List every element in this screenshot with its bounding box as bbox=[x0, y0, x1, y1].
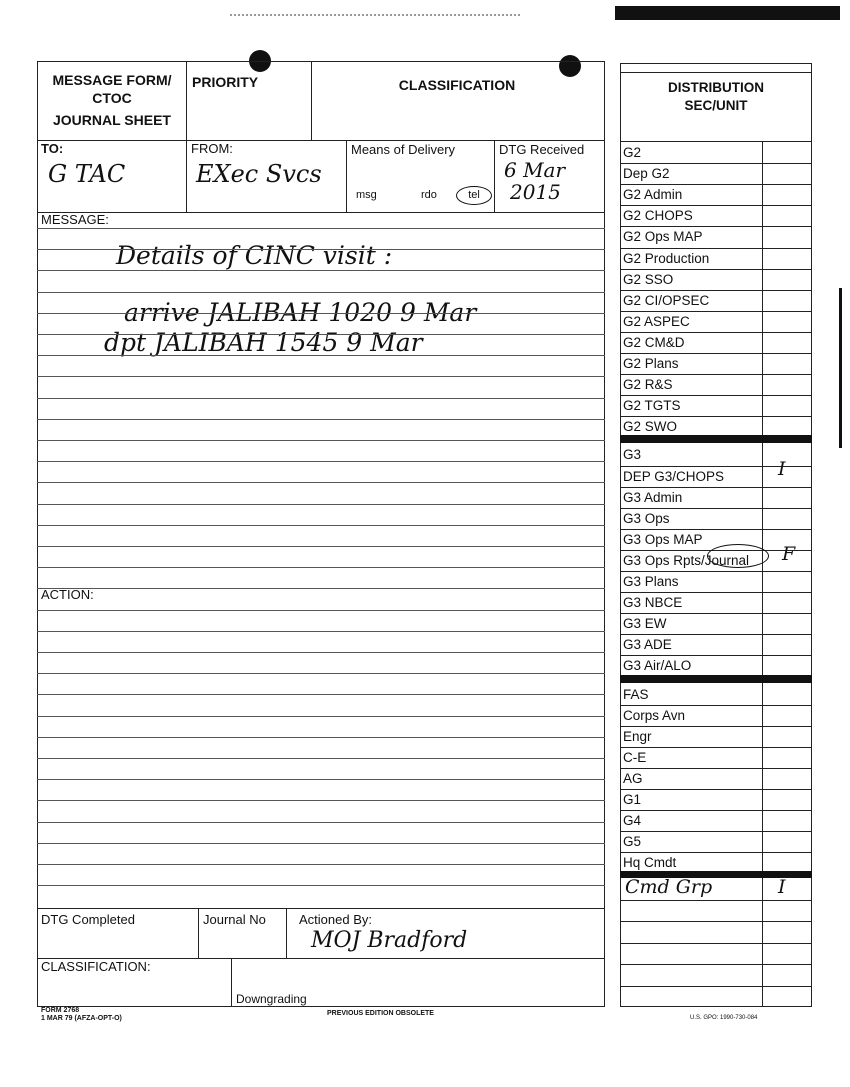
ruled-line bbox=[37, 567, 605, 568]
ruled-line bbox=[37, 546, 605, 547]
means-of-delivery-label: Means of Delivery bbox=[351, 142, 456, 157]
dist-row-dep-g2[interactable]: Dep G2 bbox=[623, 166, 670, 181]
journal-no-label: Journal No bbox=[203, 912, 266, 927]
dist-row-g3-nbce[interactable]: G3 NBCE bbox=[623, 595, 683, 610]
footer-classification-label: CLASSIFICATION: bbox=[41, 959, 151, 974]
message-line-3[interactable]: dpt JALIBAH 1545 9 Mar bbox=[104, 328, 423, 357]
dist-row-hq-cmdt[interactable]: Hq Cmdt bbox=[623, 855, 677, 870]
to-label: TO: bbox=[41, 141, 64, 156]
ruled-line bbox=[37, 631, 605, 632]
from-label: FROM: bbox=[191, 141, 233, 156]
dist-row-dep-g3-chops[interactable]: DEP G3/CHOPS bbox=[623, 469, 725, 484]
ruled-line bbox=[37, 376, 605, 377]
ruled-line bbox=[37, 334, 605, 335]
dist-row-g2-aspec[interactable]: G2 ASPEC bbox=[623, 314, 690, 329]
ruled-line bbox=[37, 313, 605, 314]
dist-row-g5[interactable]: G5 bbox=[623, 834, 642, 849]
dist-row-g2-cm-d[interactable]: G2 CM&D bbox=[623, 335, 685, 350]
dtg-received-label: DTG Received bbox=[499, 142, 585, 157]
from-value[interactable]: EXec Svcs bbox=[196, 160, 322, 188]
ruled-line bbox=[37, 461, 605, 462]
ruled-line bbox=[37, 228, 605, 229]
message-label: MESSAGE: bbox=[41, 212, 109, 227]
scan-mark-right bbox=[839, 288, 842, 448]
dtg-received-time[interactable]: 2015 bbox=[510, 180, 561, 204]
action-label: ACTION: bbox=[41, 587, 94, 602]
dist-row-g2[interactable]: G2 bbox=[623, 145, 642, 160]
mark-dep-g3-chops[interactable]: I bbox=[778, 458, 786, 480]
dtg-completed-label: DTG Completed bbox=[41, 912, 135, 927]
ruled-line bbox=[37, 398, 605, 399]
form-title: MESSAGE FORM/ CTOC JOURNAL SHEET bbox=[52, 72, 172, 128]
dist-row-g3-ops[interactable]: G3 Ops bbox=[623, 511, 670, 526]
ruled-line bbox=[37, 779, 605, 780]
actioned-by-signature[interactable]: MOJ Bradford bbox=[311, 928, 468, 953]
dist-row-g3-ops-rpts-journal[interactable]: G3 Ops Rpts/Journal bbox=[623, 553, 750, 568]
dist-row-g2-ops-map[interactable]: G2 Ops MAP bbox=[623, 229, 703, 244]
means-tel-circled[interactable]: tel bbox=[456, 186, 492, 205]
actioned-by-label: Actioned By: bbox=[299, 912, 372, 927]
journal-circle-mark bbox=[707, 544, 769, 568]
classification-label: CLASSIFICATION bbox=[398, 77, 516, 93]
ruled-line bbox=[37, 758, 605, 759]
ruled-line bbox=[37, 292, 605, 293]
ruled-line bbox=[37, 355, 605, 356]
ruled-line bbox=[37, 694, 605, 695]
downgrading-label: Downgrading bbox=[236, 992, 307, 1006]
ruled-line bbox=[37, 864, 605, 865]
ruled-line bbox=[37, 419, 605, 420]
ruled-line bbox=[37, 885, 605, 886]
dist-row-g1[interactable]: G1 bbox=[623, 792, 642, 807]
message-line-2[interactable]: arrive JALIBAH 1020 9 Mar bbox=[124, 298, 477, 327]
dist-row-g2-ci-opsec[interactable]: G2 CI/OPSEC bbox=[623, 293, 710, 308]
distribution-title: DISTRIBUTION SEC/UNIT bbox=[668, 80, 764, 113]
ruled-line bbox=[37, 440, 605, 441]
ruled-line bbox=[37, 716, 605, 717]
ruled-line bbox=[37, 249, 605, 250]
message-line-1[interactable]: Details of CINC visit : bbox=[116, 241, 393, 270]
ruled-line bbox=[37, 843, 605, 844]
ruled-line bbox=[37, 673, 605, 674]
ruled-line bbox=[37, 800, 605, 801]
form-number: FORM 2768 1 MAR 79 (AFZA-OPT-O) bbox=[41, 1007, 122, 1022]
dist-row-c-e[interactable]: C-E bbox=[623, 750, 647, 765]
dist-divider bbox=[620, 435, 812, 443]
ruled-line bbox=[37, 822, 605, 823]
to-value[interactable]: G TAC bbox=[48, 160, 126, 188]
ruled-line bbox=[37, 270, 605, 271]
scan-noise-top bbox=[230, 14, 520, 22]
ruled-line bbox=[37, 652, 605, 653]
dist-row-g3-ops-map[interactable]: G3 Ops MAP bbox=[623, 532, 703, 547]
mark-g3-ops-rpts[interactable]: F bbox=[782, 543, 796, 565]
dist-row-g2-admin[interactable]: G2 Admin bbox=[623, 187, 683, 202]
dist-row-g2-swo[interactable]: G2 SWO bbox=[623, 419, 678, 434]
dist-row-engr[interactable]: Engr bbox=[623, 729, 652, 744]
gpo-note: U.S. GPO: 1990-730-084 bbox=[690, 1015, 758, 1021]
dist-handwritten-cmd-grp[interactable]: Cmd Grp bbox=[625, 876, 713, 898]
priority-label: PRIORITY bbox=[192, 74, 259, 90]
ruled-line bbox=[37, 588, 605, 589]
ruled-line bbox=[37, 525, 605, 526]
ruled-line bbox=[37, 482, 605, 483]
means-msg[interactable]: msg bbox=[356, 189, 377, 201]
means-rdo[interactable]: rdo bbox=[421, 189, 437, 201]
mark-cmd-grp[interactable]: I bbox=[778, 876, 786, 898]
dist-row-g4[interactable]: G4 bbox=[623, 813, 642, 828]
dist-divider bbox=[620, 675, 812, 683]
dist-row-g2-tgts[interactable]: G2 TGTS bbox=[623, 398, 681, 413]
dist-row-g2-r-s[interactable]: G2 R&S bbox=[623, 377, 673, 392]
ruled-line bbox=[37, 737, 605, 738]
previous-edition-note: PREVIOUS EDITION OBSOLETE bbox=[327, 1010, 434, 1017]
dist-row-g2-sso[interactable]: G2 SSO bbox=[623, 272, 674, 287]
dist-row-g2-production[interactable]: G2 Production bbox=[623, 251, 710, 266]
dist-row-g3[interactable]: G3 bbox=[623, 447, 642, 462]
dist-row-g3-ew[interactable]: G3 EW bbox=[623, 616, 667, 631]
dist-row-g2-plans[interactable]: G2 Plans bbox=[623, 356, 679, 371]
dtg-received-date[interactable]: 6 Mar bbox=[504, 158, 566, 182]
dist-row-corps-avn[interactable]: Corps Avn bbox=[623, 708, 686, 723]
dist-row-g2-chops[interactable]: G2 CHOPS bbox=[623, 208, 693, 223]
dist-row-fas[interactable]: FAS bbox=[623, 687, 649, 702]
dist-row-g3-air-alo[interactable]: G3 Air/ALO bbox=[623, 658, 692, 673]
ruled-line bbox=[37, 610, 605, 611]
dist-row-g3-ade[interactable]: G3 ADE bbox=[623, 637, 672, 652]
black-strip-top bbox=[615, 6, 840, 20]
dist-row-ag[interactable]: AG bbox=[623, 771, 643, 786]
dist-row-g3-plans[interactable]: G3 Plans bbox=[623, 574, 679, 589]
ruled-line bbox=[37, 504, 605, 505]
dist-row-g3-admin[interactable]: G3 Admin bbox=[623, 490, 683, 505]
